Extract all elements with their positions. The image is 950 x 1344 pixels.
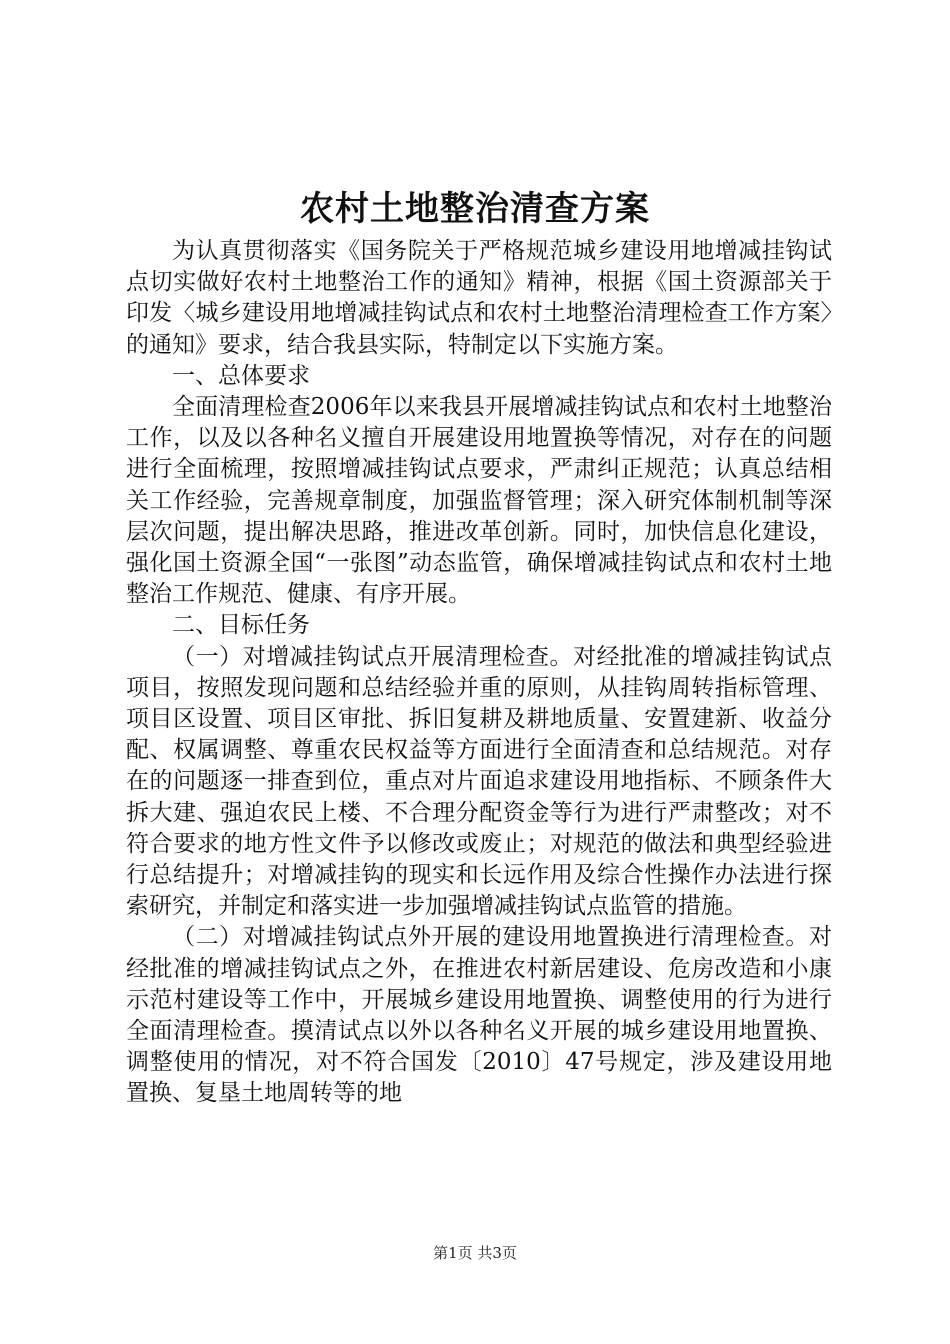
task-one-paragraph: （一）对增减挂钩试点开展清理检查。对经批准的增减挂钩试点项目，按照发现问题和总结经验并重的原则，从挂钩周转指标管理、项目区设置、项目区审批、拆旧复耕及耕地质量、安置建新、收益分配、权属调整、尊重农民权益等方面进行全面清查和总结规范。对存在的问题逐一排查到位，重点对片面追求建设用地指标、不顾条件大拆大建、强迫农民上楼、不合理分配资金等行为进行严肃整改；对不符合要求的地方性文件予以修改或废止；对规范的做法和典型经验进行总结提升；对增减挂钩的现实和长远作用及综合性操作办法进行探索研究，并制定和落实进一步加强增减挂钩试点监管的措施。 [126,643,832,920]
section-heading-target-tasks: 二、目标任务 [172,612,310,639]
intro-paragraph: 为认真贯彻落实《国务院关于严格规范城乡建设用地增减挂钩试点切实做好农村土地整治工作的通知》精神，根据《国土资源部关于印发〈城乡建设用地增减挂钩试点和农村土地整治清理检查工作方案〉的通知》要求，结合我县实际，特制定以下实施方案。 [126,238,832,358]
section-heading-overall-requirements: 一、总体要求 [172,362,310,389]
overall-requirements-paragraph: 全面清理检查2006年以来我县开展增减挂钩试点和农村土地整治工作，以及以各种名义擅自开展建设用地置换等情况，对存在的问题进行全面梳理，按照增减挂钩试点要求，严肃纠正规范；认真总结相关工作经验，完善规章制度，加强监督管理；深入研究体制机制等深层次问题，提出解决思路，推进改革创新。同时，加快信息化建设，强化国土资源全国“一张图”动态监管，确保增减挂钩试点和农村土地整治工作规范、健康、有序开展。 [126,394,832,608]
document-body [126,236,832,1110]
page-number-footer: 第1页 共3页 [433,1244,517,1262]
document-title: 农村土地整治清查方案 [300,189,650,229]
task-two-paragraph: （二）对增减挂钩试点外开展的建设用地置换进行清理检查。对经批准的增减挂钩试点之外，在推进农村新居建设、危房改造和小康示范村建设等工作中，开展城乡建设用地置换、调整使用的行为进行全面清理检查。摸清试点以外以各种名义开展的城乡建设用地置换、调整使用的情况，对不符合国发〔2010〕47号规定，涉及建设用地置换、复垦土地周转等的地 [126,924,832,1107]
